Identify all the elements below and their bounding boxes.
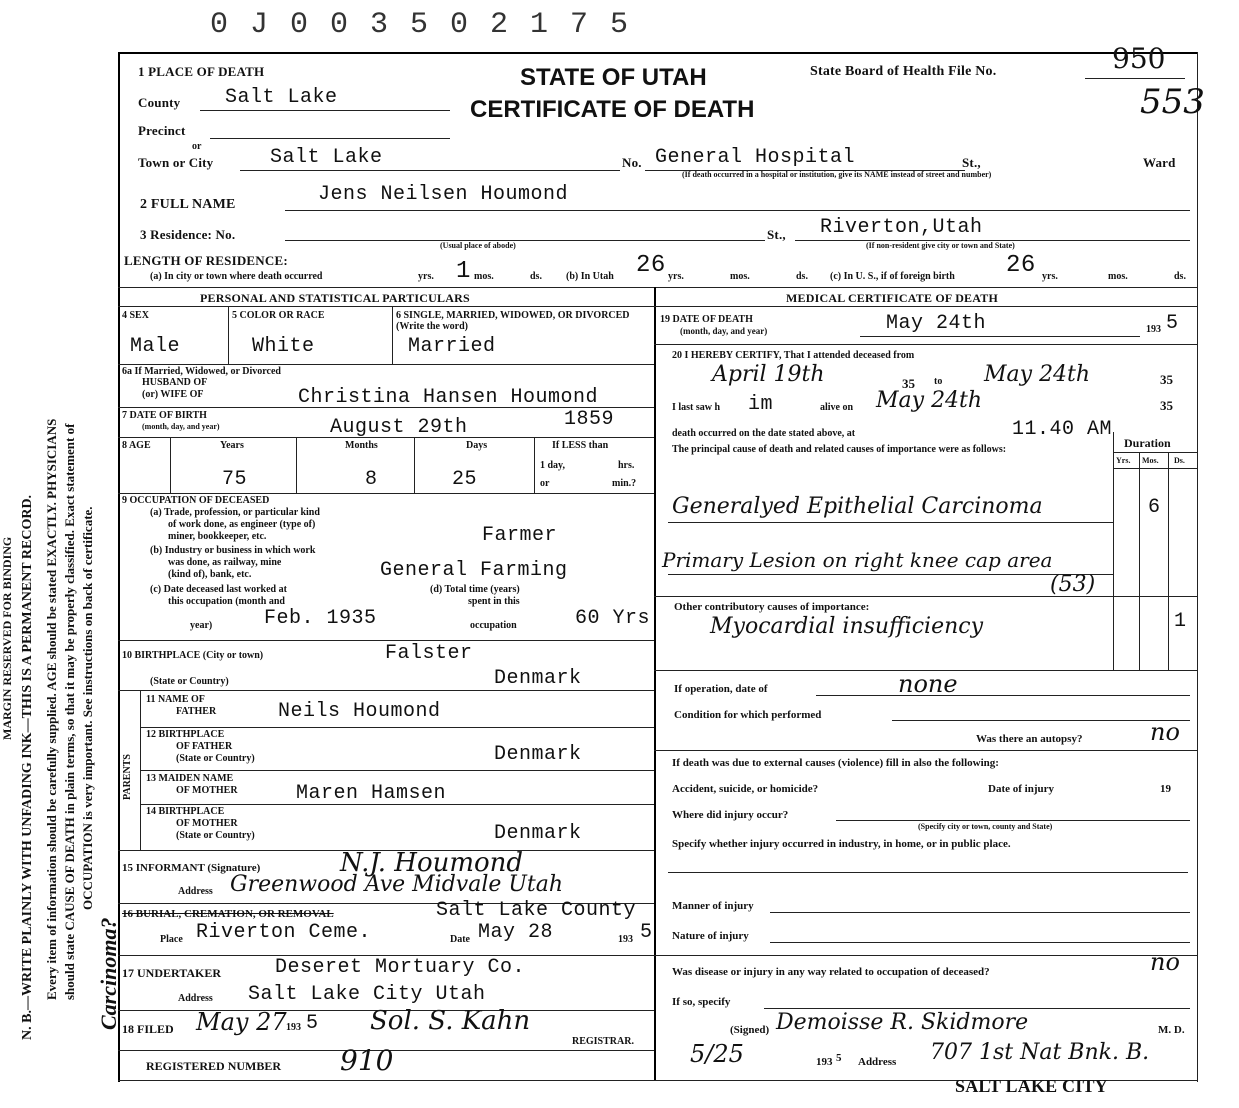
other-causes-label: Other contributory causes of importance: (674, 601, 870, 613)
occupation-a3: miner, bookkeeper, etc. (168, 531, 267, 542)
undertaker-label: 17 UNDERTAKER (122, 966, 222, 980)
length-mos-3: mos. (1108, 271, 1128, 282)
alive-date: May 24th (876, 388, 983, 413)
occupation-b2: was done, as railway, mine (168, 557, 282, 568)
personal-heading-line (118, 306, 654, 307)
county-label: County (138, 95, 181, 110)
age-row-bottom (118, 493, 654, 494)
margin-instruction-2: should state CAUSE OF DEATH in plain terms, so that it may be properly classified. Exact statement of (62, 423, 77, 1000)
father-label-2: FATHER (176, 706, 217, 717)
filed-date: May 27 (196, 1008, 287, 1036)
occupation-c2: this occupation (month and (168, 596, 285, 607)
informant-label: 15 INFORMANT (Signature) (122, 862, 261, 874)
registered-number-label: REGISTERED NUMBER (146, 1059, 282, 1073)
residence-st-label: St., (767, 227, 786, 242)
burial-year-suffix: 5 (640, 921, 653, 944)
town-value: Salt Lake (270, 146, 383, 169)
mother-label-2: OF MOTHER (176, 785, 238, 796)
sex-label: 4 SEX (122, 310, 149, 321)
external-label: If death was due to external causes (violence) fill in also the following: (672, 757, 999, 769)
spouse-label-2: HUSBAND OF (142, 377, 208, 388)
death-time: 11.40 AM (1012, 418, 1113, 441)
margin-instruction-1: Every item of information should be carefully supplied. AGE should be stated EXACTLY. PHYSICIANS (44, 418, 59, 1000)
file-no-value: 950 (1112, 42, 1166, 75)
informant-address-label: Address (178, 886, 213, 897)
specify-2-line (764, 1008, 1190, 1009)
town-line (240, 170, 620, 171)
father-bp-label-2: OF FATHER (176, 741, 233, 752)
no-value: General Hospital (655, 146, 856, 169)
county-line (200, 110, 450, 111)
death-year-prefix: 193 (1146, 324, 1161, 335)
specify-line (668, 872, 1188, 873)
full-name-label: 2 FULL NAME (140, 197, 236, 212)
other-causes-value: Myocardial insufficiency (710, 614, 984, 639)
father-row-bottom (140, 727, 654, 728)
age-min-label: min.? (612, 478, 637, 489)
margin-ink-note: N. B.—WRITE PLAINLY WITH UNFADING INK—THIS IS A PERMANENT RECORD. (20, 494, 35, 1040)
where-note: (Specify city or town, county and State) (918, 822, 1053, 831)
length-c-label: (c) In U. S., if of foreign birth (830, 271, 955, 282)
spouse-label-1: 6a If Married, Widowed, or Divorced (122, 366, 281, 377)
occupation-d1: (d) Total time (years) (430, 584, 520, 595)
father-name: Neils Houmond (278, 700, 441, 723)
other-causes-years: 1 (1174, 610, 1187, 633)
mother-bp-label-3: (State or Country) (176, 830, 255, 841)
burial-value: Salt Lake County (436, 899, 637, 922)
place-of-death-heading: 1 PLACE OF DEATH (138, 64, 265, 79)
personal-heading: PERSONAL AND STATISTICAL PARTICULARS (200, 291, 470, 305)
burial-year-prefix: 193 (618, 934, 633, 945)
occurred-label: death occurred on the date stated above, at (672, 428, 856, 439)
spouse-label-3: (or) WIFE OF (142, 389, 204, 400)
column-divider (654, 287, 656, 1080)
duration-mos-label: Mos. (1142, 456, 1159, 465)
operation-value: none (898, 670, 958, 698)
length-yrs-1: yrs. (418, 271, 434, 282)
residence-note-1: (Usual place of abode) (440, 241, 516, 250)
alive-year: 35 (1160, 398, 1173, 413)
informant-signature: N.J. Houmond (340, 848, 524, 878)
form-right-border (1197, 52, 1198, 1082)
death-date-line (860, 336, 1140, 337)
ward-label: Ward (1143, 155, 1176, 170)
last-saw-value: im (748, 393, 774, 416)
physician-signature: Demoisse R. Skidmore (776, 1010, 1029, 1035)
full-name-line (285, 210, 1190, 211)
md-label: M. D. (1158, 1024, 1185, 1036)
accident-label: Accident, suicide, or homicide? (672, 783, 819, 795)
nature-label: Nature of injury (672, 930, 749, 942)
length-a-mos: 1 (456, 258, 471, 285)
occupation-answer: no (1150, 948, 1180, 976)
precinct-label: Precinct (138, 123, 186, 138)
length-a-label: (a) In city or town where death occurred (150, 271, 323, 282)
occupation-value: Farmer (482, 524, 558, 547)
cause-2-line (668, 574, 1113, 575)
age-years-label: Years (220, 440, 244, 451)
form-top-border (118, 52, 1198, 54)
occupation-last-worked: Feb. 1935 (264, 607, 377, 630)
occupation-d3: occupation (470, 620, 517, 631)
filed-label: 18 FILED (122, 1022, 174, 1036)
occupation-b1: (b) Industry or business in which work (150, 545, 316, 556)
where-line (836, 820, 1190, 821)
duration-col-1 (1139, 452, 1140, 670)
alive-label: alive on (820, 402, 854, 413)
signed-label: (Signed) (730, 1024, 770, 1036)
town-label: Town or City (138, 155, 214, 170)
length-ds-2: ds. (796, 271, 808, 282)
color-value: White (252, 335, 315, 358)
occupation-c1: (c) Date deceased last worked at (150, 584, 287, 595)
death-date-sub: (month, day, and year) (680, 326, 768, 336)
residence-line (285, 240, 765, 241)
mother-bp-label-1: 14 BIRTHPLACE (146, 806, 225, 817)
attended-to-label: to (934, 376, 943, 387)
birth-row-bottom (118, 437, 654, 438)
burial-date-label: Date (450, 934, 470, 945)
length-mos-1: mos. (474, 271, 494, 282)
birthplace-label: 10 BIRTHPLACE (City or town) (122, 650, 264, 661)
full-name-value: Jens Neilsen Houmond (318, 183, 569, 206)
medical-heading: MEDICAL CERTIFICATE OF DEATH (786, 291, 998, 305)
county-value: Salt Lake (225, 86, 338, 109)
death-date-label: 19 DATE OF DEATH (660, 314, 753, 325)
spouse-value: Christina Hansen Houmond (298, 386, 599, 409)
occupation-b3: (kind of), bank, etc. (168, 569, 252, 580)
length-b-label: (b) In Utah (566, 271, 614, 282)
signed-year-suffix: 5 (836, 1052, 842, 1064)
no-label: No. (622, 155, 642, 170)
age-day-label: 1 day, (540, 460, 566, 471)
attended-year-from: 35 (902, 376, 915, 391)
duration-ds-label: Ds. (1174, 456, 1185, 465)
length-yrs-2: yrs. (668, 271, 684, 282)
or-label: or (192, 141, 202, 152)
physician-address-label: Address (858, 1056, 897, 1068)
birthplace-country: Denmark (494, 667, 582, 690)
age-days-label: Days (466, 440, 488, 451)
registrar-signature: Sol. S. Kahn (370, 1006, 531, 1036)
age-months: 8 (365, 468, 378, 491)
residence-note-2: (If non-resident give city or town and State) (866, 241, 1015, 250)
cause-1-line (668, 522, 1113, 523)
mother-birthplace: Denmark (494, 822, 582, 845)
injury-year: 19 (1160, 783, 1171, 795)
hospital-note: (If death occurred in a hospital or institution, give its NAME instead of street and number) (682, 170, 992, 179)
signed-date: 5/25 (690, 1040, 744, 1068)
cause-1-months: 6 (1148, 496, 1161, 519)
birthplace-state-label: (State or Country) (150, 676, 229, 687)
attended-year-to: 35 (1160, 372, 1173, 387)
nature-line (770, 942, 1190, 943)
sex-divider (228, 306, 229, 364)
undertaker-address-label: Address (178, 993, 213, 1004)
parents-label: PARENTS (122, 754, 133, 800)
age-divider-2 (296, 437, 297, 493)
filed-year-suffix: 5 (306, 1012, 319, 1035)
cause-block-bottom (654, 596, 1197, 597)
father-bp-row-bottom (140, 770, 654, 771)
father-bp-label-1: 12 BIRTHPLACE (146, 729, 225, 740)
injury-date-label: Date of injury (988, 783, 1054, 795)
manner-line (770, 912, 1190, 913)
burial-place-label: Place (160, 934, 183, 945)
birthplace-city: Falster (385, 642, 473, 665)
operation-line (816, 695, 1190, 696)
age-less-label: If LESS than (552, 440, 609, 451)
birth-sub-label: (month, day, and year) (142, 422, 220, 431)
length-b-yrs: 26 (636, 252, 666, 279)
father-birthplace: Denmark (494, 743, 582, 766)
manner-label: Manner of injury (672, 900, 754, 912)
father-label-1: 11 NAME OF (146, 694, 205, 705)
sex-row-bottom (118, 364, 654, 365)
registered-number-value: 910 (340, 1044, 394, 1077)
autopsy-label: Was there an autopsy? (976, 733, 1083, 745)
file-no-label: State Board of Health File No. (810, 64, 997, 79)
principal-label: The principal cause of death and related causes of importance were as follows: (672, 444, 1007, 455)
father-bp-label-3: (State or Country) (176, 753, 255, 764)
certify-label: 20 I HEREBY CERTIFY, That I attended deceased from (672, 350, 915, 361)
cause-2: Primary Lesion on right knee cap area (662, 548, 1053, 572)
duration-yrs-label: Yrs. (1116, 456, 1131, 465)
specify-label: Specify whether injury occurred in industry, in home, or in public place. (672, 838, 1011, 850)
birth-year: 1859 (564, 408, 615, 431)
where-label: Where did injury occur? (672, 809, 789, 821)
occupation-industry: General Farming (380, 559, 568, 582)
age-or-label: or (540, 478, 550, 489)
cause-note: (53) (1050, 572, 1096, 597)
physician-address: 707 1st Nat Bnk. B. (930, 1040, 1150, 1065)
injury-block-bottom (654, 955, 1197, 956)
occupation-row-bottom (118, 640, 654, 641)
registrar-label: REGISTRAR. (572, 1036, 634, 1047)
birth-date: August 29th (330, 416, 468, 439)
death-date-value: May 24th (886, 312, 987, 335)
file-no-alt: 553 (1140, 82, 1205, 122)
color-label: 5 COLOR OR RACE (232, 310, 325, 321)
title-certificate: CERTIFICATE OF DEATH (470, 96, 755, 123)
autopsy-value: no (1150, 718, 1180, 746)
occupation-c3: year) (190, 620, 213, 631)
signed-year-prefix: 193 (816, 1056, 833, 1068)
age-months-label: Months (345, 440, 378, 451)
age-hrs-label: hrs. (618, 460, 635, 471)
age-divider-3 (414, 437, 415, 493)
filed-year-prefix: 193 (286, 1022, 301, 1033)
age-label: 8 AGE (122, 440, 151, 451)
informant-address: Greenwood Ave Midvale Utah (230, 872, 564, 897)
duration-header-bottom (1113, 468, 1197, 469)
death-row-bottom (654, 344, 1197, 345)
undertaker-address: Salt Lake City Utah (248, 983, 486, 1006)
death-year-suffix: 5 (1166, 312, 1179, 335)
mother-label-1: 13 MAIDEN NAME (146, 773, 234, 784)
last-saw-label: I last saw h (672, 402, 721, 413)
occupation-a1: (a) Trade, profession, or particular kind (150, 507, 320, 518)
physician-city: SALT LAKE CITY (955, 1076, 1108, 1096)
age-divider-4 (534, 437, 535, 493)
cause-1: Generalyed Epithelial Carcinoma (672, 494, 1043, 519)
length-yrs-3: yrs. (1042, 271, 1058, 282)
duration-col-2 (1168, 452, 1169, 670)
title-state: STATE OF UTAH (520, 64, 707, 91)
autopsy-row-bottom (654, 750, 1197, 751)
age-years: 75 (222, 468, 248, 491)
occupation-a2: of work done, as engineer (type of) (168, 519, 316, 530)
burial-place: Riverton Ceme. (196, 921, 372, 944)
attended-from: April 19th (712, 362, 825, 387)
residence-value: Riverton,Utah (820, 216, 983, 239)
length-label: LENGTH OF RESIDENCE: (124, 253, 288, 268)
margin-binding-note: MARGIN RESERVED FOR BINDING (0, 536, 14, 740)
length-bottom-line (118, 287, 1198, 288)
length-c-yrs: 26 (1006, 252, 1036, 279)
birth-label: 7 DATE OF BIRTH (122, 410, 207, 421)
condition-line (892, 720, 1190, 721)
duration-line (1113, 452, 1197, 453)
margin-instruction-3: OCCUPATION is very important. See instructions on back of certificate. (80, 506, 95, 910)
marital-value: Married (408, 335, 496, 358)
mother-name: Maren Hamsen (296, 782, 447, 805)
length-ds-3: ds. (1174, 271, 1186, 282)
undertaker-value: Deseret Mortuary Co. (275, 956, 526, 979)
precinct-line (210, 138, 450, 139)
length-ds-1: ds. (530, 271, 542, 282)
medical-heading-line (654, 306, 1197, 307)
mother-row-bottom (140, 804, 654, 805)
occupation-label: 9 OCCUPATION OF DECEASED (122, 495, 270, 506)
birthplace-row-bottom (118, 690, 654, 691)
mother-bp-label-2: OF MOTHER (176, 818, 238, 829)
occupation-question: Was disease or injury in any way related to occupation of deceased? (672, 966, 990, 978)
burial-label: 16 BURIAL, CREMATION, OR REMOVAL (122, 908, 334, 920)
age-divider-1 (170, 437, 171, 493)
occupation-d2: spent in this (468, 596, 520, 607)
burial-date: May 28 (478, 921, 554, 944)
file-no-line (1085, 78, 1185, 79)
st-label: St., (962, 155, 981, 170)
operation-label: If operation, date of (674, 683, 768, 695)
sex-value: Male (130, 335, 181, 358)
length-mos-2: mos. (730, 271, 750, 282)
color-divider (392, 306, 393, 364)
condition-label: Condition for which performed (674, 709, 822, 721)
marital-label: 6 SINGLE, MARRIED, WIDOWED, OR DIVORCED (Write the word) (396, 310, 630, 332)
occupation-total-time: 60 Yrs (575, 607, 651, 630)
top-serial-number: 0 J 0 0 3 5 0 2 1 7 5 (210, 8, 631, 42)
attended-to: May 24th (984, 362, 1091, 387)
margin-handwriting: Carcinoma? (96, 917, 121, 1030)
specify-2-label: If so, specify (672, 996, 731, 1008)
residence-label: 3 Residence: No. (140, 227, 236, 242)
duration-label: Duration (1124, 436, 1171, 450)
age-days: 25 (452, 468, 478, 491)
